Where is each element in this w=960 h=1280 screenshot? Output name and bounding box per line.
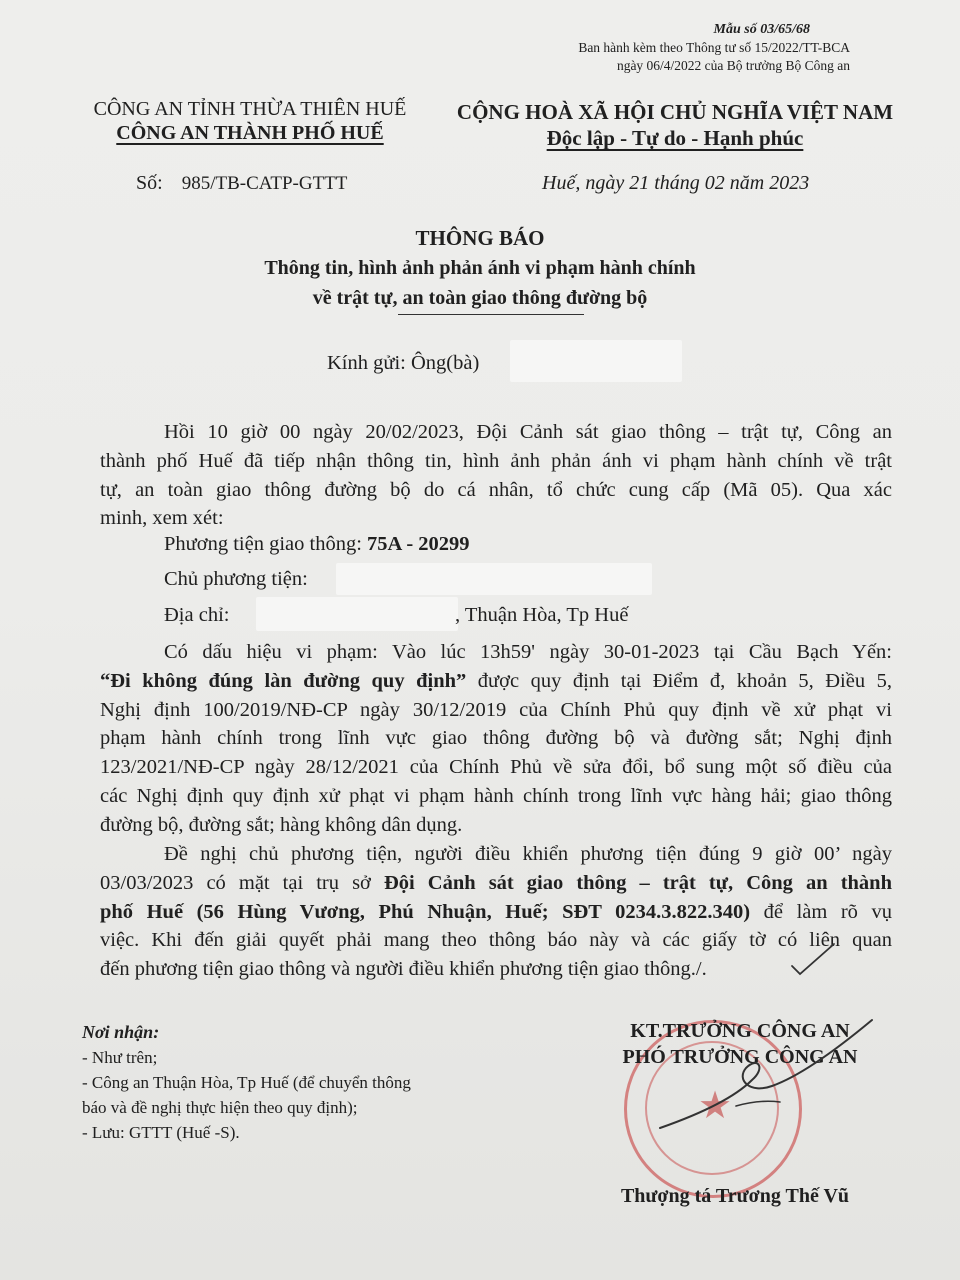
address-label: Địa chỉ:	[164, 604, 230, 626]
redacted-recipient-name	[510, 340, 682, 382]
owner-label: Chủ phương tiện:	[164, 568, 308, 590]
violation-paragraph	[100, 638, 892, 840]
recipient-item-2: - Công an Thuận Hòa, Tp Huế (để chuyển thông	[82, 1073, 411, 1092]
form-issued-line-1: Ban hành kèm theo Thông tư số 15/2022/TT-BCA	[578, 40, 850, 55]
intro-line-2: thành phố Huế đã tiếp nhận thông tin, hình ảnh phản ánh vi phạm hành chính về trật	[100, 449, 892, 472]
agency-parent: CÔNG AN TỈNH THỪA THIÊN HUẾ	[93, 98, 407, 120]
request-line-3-b: phố Huế (56 Hùng Vương, Phú Nhuận, Huế; SĐT 0234.3.822.340)	[100, 900, 751, 923]
intro-line-4: minh, xem xét:	[100, 507, 224, 530]
document-subtitle-2: về trật tự, an toàn giao thông đường bộ	[312, 287, 648, 309]
violation-line-5: 123/2021/NĐ-CP ngày 28/12/2021 của Chính Phủ về sửa đổi, bổ sung một số điều của	[100, 756, 892, 779]
request-line-1: Đề nghị chủ phương tiện, người điều khiển phương tiện đúng 9 giờ 00’ ngày	[164, 843, 892, 865]
violation-line-1: Có dấu hiệu vi phạm: Vào lúc 13h59' ngày 30-01-2023 tại Cầu Bạch Yến:	[164, 641, 892, 663]
violation-quote: “Đi không đúng làn đường quy định”	[100, 669, 467, 692]
agency-unit	[60, 122, 440, 145]
request-line-2	[100, 869, 892, 898]
document-subtitle-1: Thông tin, hình ảnh phản ánh vi phạm hành chính	[264, 257, 696, 279]
vehicle-row	[164, 533, 470, 556]
document-number-label: Số:	[136, 172, 163, 194]
vehicle-plate: 75A - 20299	[367, 533, 470, 555]
vehicle-label: Phương tiện giao thông:	[164, 533, 362, 555]
recipient-label: Kính gửi: Ông(bà)	[327, 352, 480, 374]
violation-line-7: đường bộ, đường sắt; hàng không dân dụng.	[100, 813, 463, 836]
form-number: Mẫu số 03/65/68	[713, 22, 810, 37]
request-line-3	[100, 898, 892, 927]
document-title: THÔNG BÁO	[415, 226, 545, 250]
agency-unit-text: CÔNG AN THÀNH PHỐ HUẾ	[116, 122, 384, 144]
handwritten-signature	[640, 1010, 910, 1150]
recipient-item-3: báo và đề nghị thực hiện theo quy định);	[82, 1098, 358, 1117]
check-mark-icon	[788, 940, 838, 980]
seal-star-icon: ★	[698, 1085, 733, 1127]
form-issued-line-2: ngày 06/4/2022 của Bộ trưởng Bộ Công an	[616, 58, 850, 73]
violation-line-3: Nghị định 100/2019/NĐ-CP ngày 30/12/2019 của Chính Phủ quy định về xử phạt vi	[100, 698, 892, 721]
violation-line-6: các Nghị định quy định xử phạt vi phạm hành chính trong lĩnh vực hàng hải; giao thông	[100, 784, 892, 807]
document-number-row	[136, 172, 347, 195]
recipients-title: Nơi nhận:	[82, 1022, 160, 1042]
intro-paragraph	[100, 418, 892, 533]
address-tail: , Thuận Hòa, Tp Huế	[455, 604, 629, 626]
request-line-2-b: Đội Cảnh sát giao thông – trật tự, Công an thành	[383, 871, 892, 894]
redacted-address	[256, 597, 458, 631]
request-line-3-c: để làm rõ vụ	[750, 900, 892, 923]
violation-line-2-rest: được quy định tại Điểm đ, khoản 5, Điều 5,	[466, 669, 892, 692]
redacted-owner-name	[336, 563, 652, 595]
nation-motto: Độc lập - Tự do - Hạnh phúc	[546, 126, 804, 150]
nation-name: CỘNG HOÀ XÃ HỘI CHỦ NGHĨA VIỆT NAM	[456, 100, 894, 124]
violation-line-2	[100, 667, 892, 696]
request-line-2-a: 03/03/2023 có mặt tại trụ sở	[100, 871, 384, 894]
signer-name: Thượng tá Trương Thế Vũ	[620, 1185, 850, 1207]
recipient-item-1: - Như trên;	[82, 1048, 158, 1067]
signature-title-2: PHÓ TRƯỞNG CÔNG AN	[622, 1046, 858, 1068]
intro-line-1: Hồi 10 giờ 00 ngày 20/02/2023, Đội Cảnh sát giao thông – trật tự, Công an	[164, 421, 892, 443]
request-line-4: việc. Khi đến giải quyết phải mang theo thông báo này và các giấy tờ có liên quan	[100, 929, 892, 952]
request-paragraph	[100, 840, 892, 984]
recipient-item-4: - Lưu: GTTT (Huế -S).	[82, 1123, 240, 1142]
violation-line-4: phạm hành chính trong lĩnh vực giao thông đường bộ và đường sắt; Nghị định	[100, 727, 892, 750]
place-and-date: Huế, ngày 21 tháng 02 năm 2023	[542, 172, 810, 194]
signature-title-1: KT.TRƯỞNG CÔNG AN	[630, 1020, 850, 1042]
intro-line-3: tự, an toàn giao thông đường bộ do cá nhân, tổ chức cung cấp (Mã 05). Qua xác	[100, 478, 892, 501]
nation-motto-wrap	[440, 126, 910, 151]
document-number: 985/TB-CATP-GTTT	[181, 173, 348, 194]
request-line-5: đến phương tiện giao thông và người điều khiển phương tiện giao thông./.	[100, 958, 707, 981]
title-underline	[398, 314, 584, 315]
